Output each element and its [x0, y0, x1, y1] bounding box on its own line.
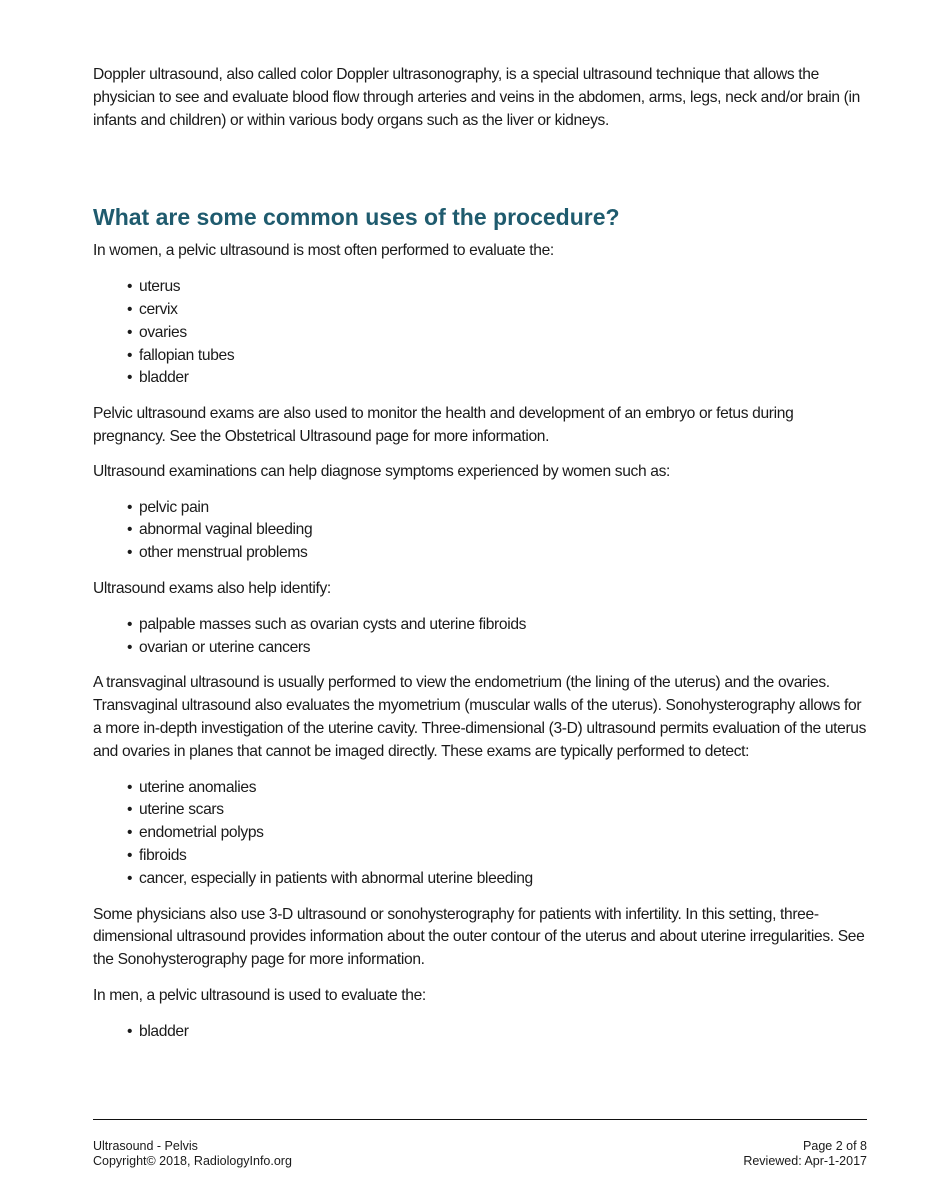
bullet-icon: • [127, 369, 133, 387]
list-item: • abnormal vaginal bleeding [127, 519, 868, 542]
pregnancy-paragraph: Pelvic ultrasound exams are also used to monitor the health and development of an embryo or fetus during pregnancy. See the Obstetrical Ultrasound page for more information. [93, 405, 794, 445]
list-item: • uterus [127, 276, 868, 299]
list-item: • palpable masses such as ovarian cysts and uterine fibroids [127, 614, 868, 637]
list-item: • uterine anomalies [127, 777, 868, 800]
bullet-icon: • [127, 824, 133, 842]
footer-page-number: Page 2 of 8 [803, 1139, 867, 1153]
bullet-icon: • [127, 300, 133, 318]
list-item: • other menstrual problems [127, 542, 868, 565]
symptoms-list [93, 497, 868, 565]
transvaginal-paragraph: A transvaginal ultrasound is usually performed to view the endometrium (the lining of the uterus) and the ovaries. Transvaginal ultrasound also evaluates the myometrium (muscular walls of the uterus). Sonohysterography allows for a more in-depth investigation of the uterine cavity. Three-dimensional (3-D) ultrasound permits evaluation of the uterus and ovaries in planes that cannot be imaged directly. These exams are typically performed to detect: [93, 674, 867, 760]
bullet-icon: • [127, 846, 133, 864]
intro-paragraph: Doppler ultrasound, also called color Doppler ultrasonography, is a special ultrasound technique that allows the physician to see and evaluate blood flow through arteries and veins in the abdomen, arms, legs, neck and/or brain (in infants and children) or within various body organs such as the liver or kidneys. [93, 66, 860, 129]
page-content [93, 64, 868, 1044]
bullet-icon: • [127, 323, 133, 341]
list-item: • ovaries [127, 322, 868, 345]
list-item: • endometrial polyps [127, 822, 868, 845]
detect-list [93, 777, 868, 891]
footer-reviewed-date: Reviewed: Apr-1-2017 [743, 1154, 867, 1168]
section-heading: What are some common uses of the procedure? [93, 204, 620, 231]
bullet-icon: • [127, 801, 133, 819]
list-item: • ovarian or uterine cancers [127, 637, 868, 660]
bullet-icon: • [127, 346, 133, 364]
bullet-icon: • [127, 544, 133, 562]
bullet-icon: • [127, 615, 133, 633]
men-organs-list [93, 1021, 868, 1044]
list-item: • pelvic pain [127, 497, 868, 520]
list-item: • cervix [127, 299, 868, 322]
bullet-icon: • [127, 778, 133, 796]
identify-intro-paragraph: Ultrasound exams also help identify: [93, 579, 331, 597]
women-intro-paragraph: In women, a pelvic ultrasound is most often performed to evaluate the: [93, 242, 554, 260]
infertility-paragraph: Some physicians also use 3-D ultrasound or sonohysterography for patients with infertility. In this setting, three-dimensional ultrasound provides information about the outer contour of the uterus and about uterine irregularities. See the Sonohysterography page for more information. [93, 905, 865, 969]
bullet-icon: • [127, 278, 133, 296]
footer-copyright: Copyright© 2018, RadiologyInfo.org [93, 1154, 292, 1168]
identify-list [93, 614, 868, 660]
symptoms-intro-paragraph: Ultrasound examinations can help diagnose symptoms experienced by women such as: [93, 462, 671, 480]
footer-doc-title: Ultrasound - Pelvis [93, 1139, 198, 1153]
bullet-icon: • [127, 1022, 133, 1040]
list-item: • cancer, especially in patients with abnormal uterine bleeding [127, 868, 868, 891]
bullet-icon: • [127, 638, 133, 656]
bullet-icon: • [127, 521, 133, 539]
page-footer [93, 1119, 867, 1169]
list-item: • bladder [127, 367, 868, 390]
bullet-icon: • [127, 869, 133, 887]
list-item: • fibroids [127, 845, 868, 868]
men-intro-paragraph: In men, a pelvic ultrasound is used to evaluate the: [93, 986, 426, 1004]
list-item: • uterine scars [127, 799, 868, 822]
women-organs-list [93, 276, 868, 390]
list-item: • bladder [127, 1021, 868, 1044]
list-item: • fallopian tubes [127, 345, 868, 368]
bullet-icon: • [127, 498, 133, 516]
